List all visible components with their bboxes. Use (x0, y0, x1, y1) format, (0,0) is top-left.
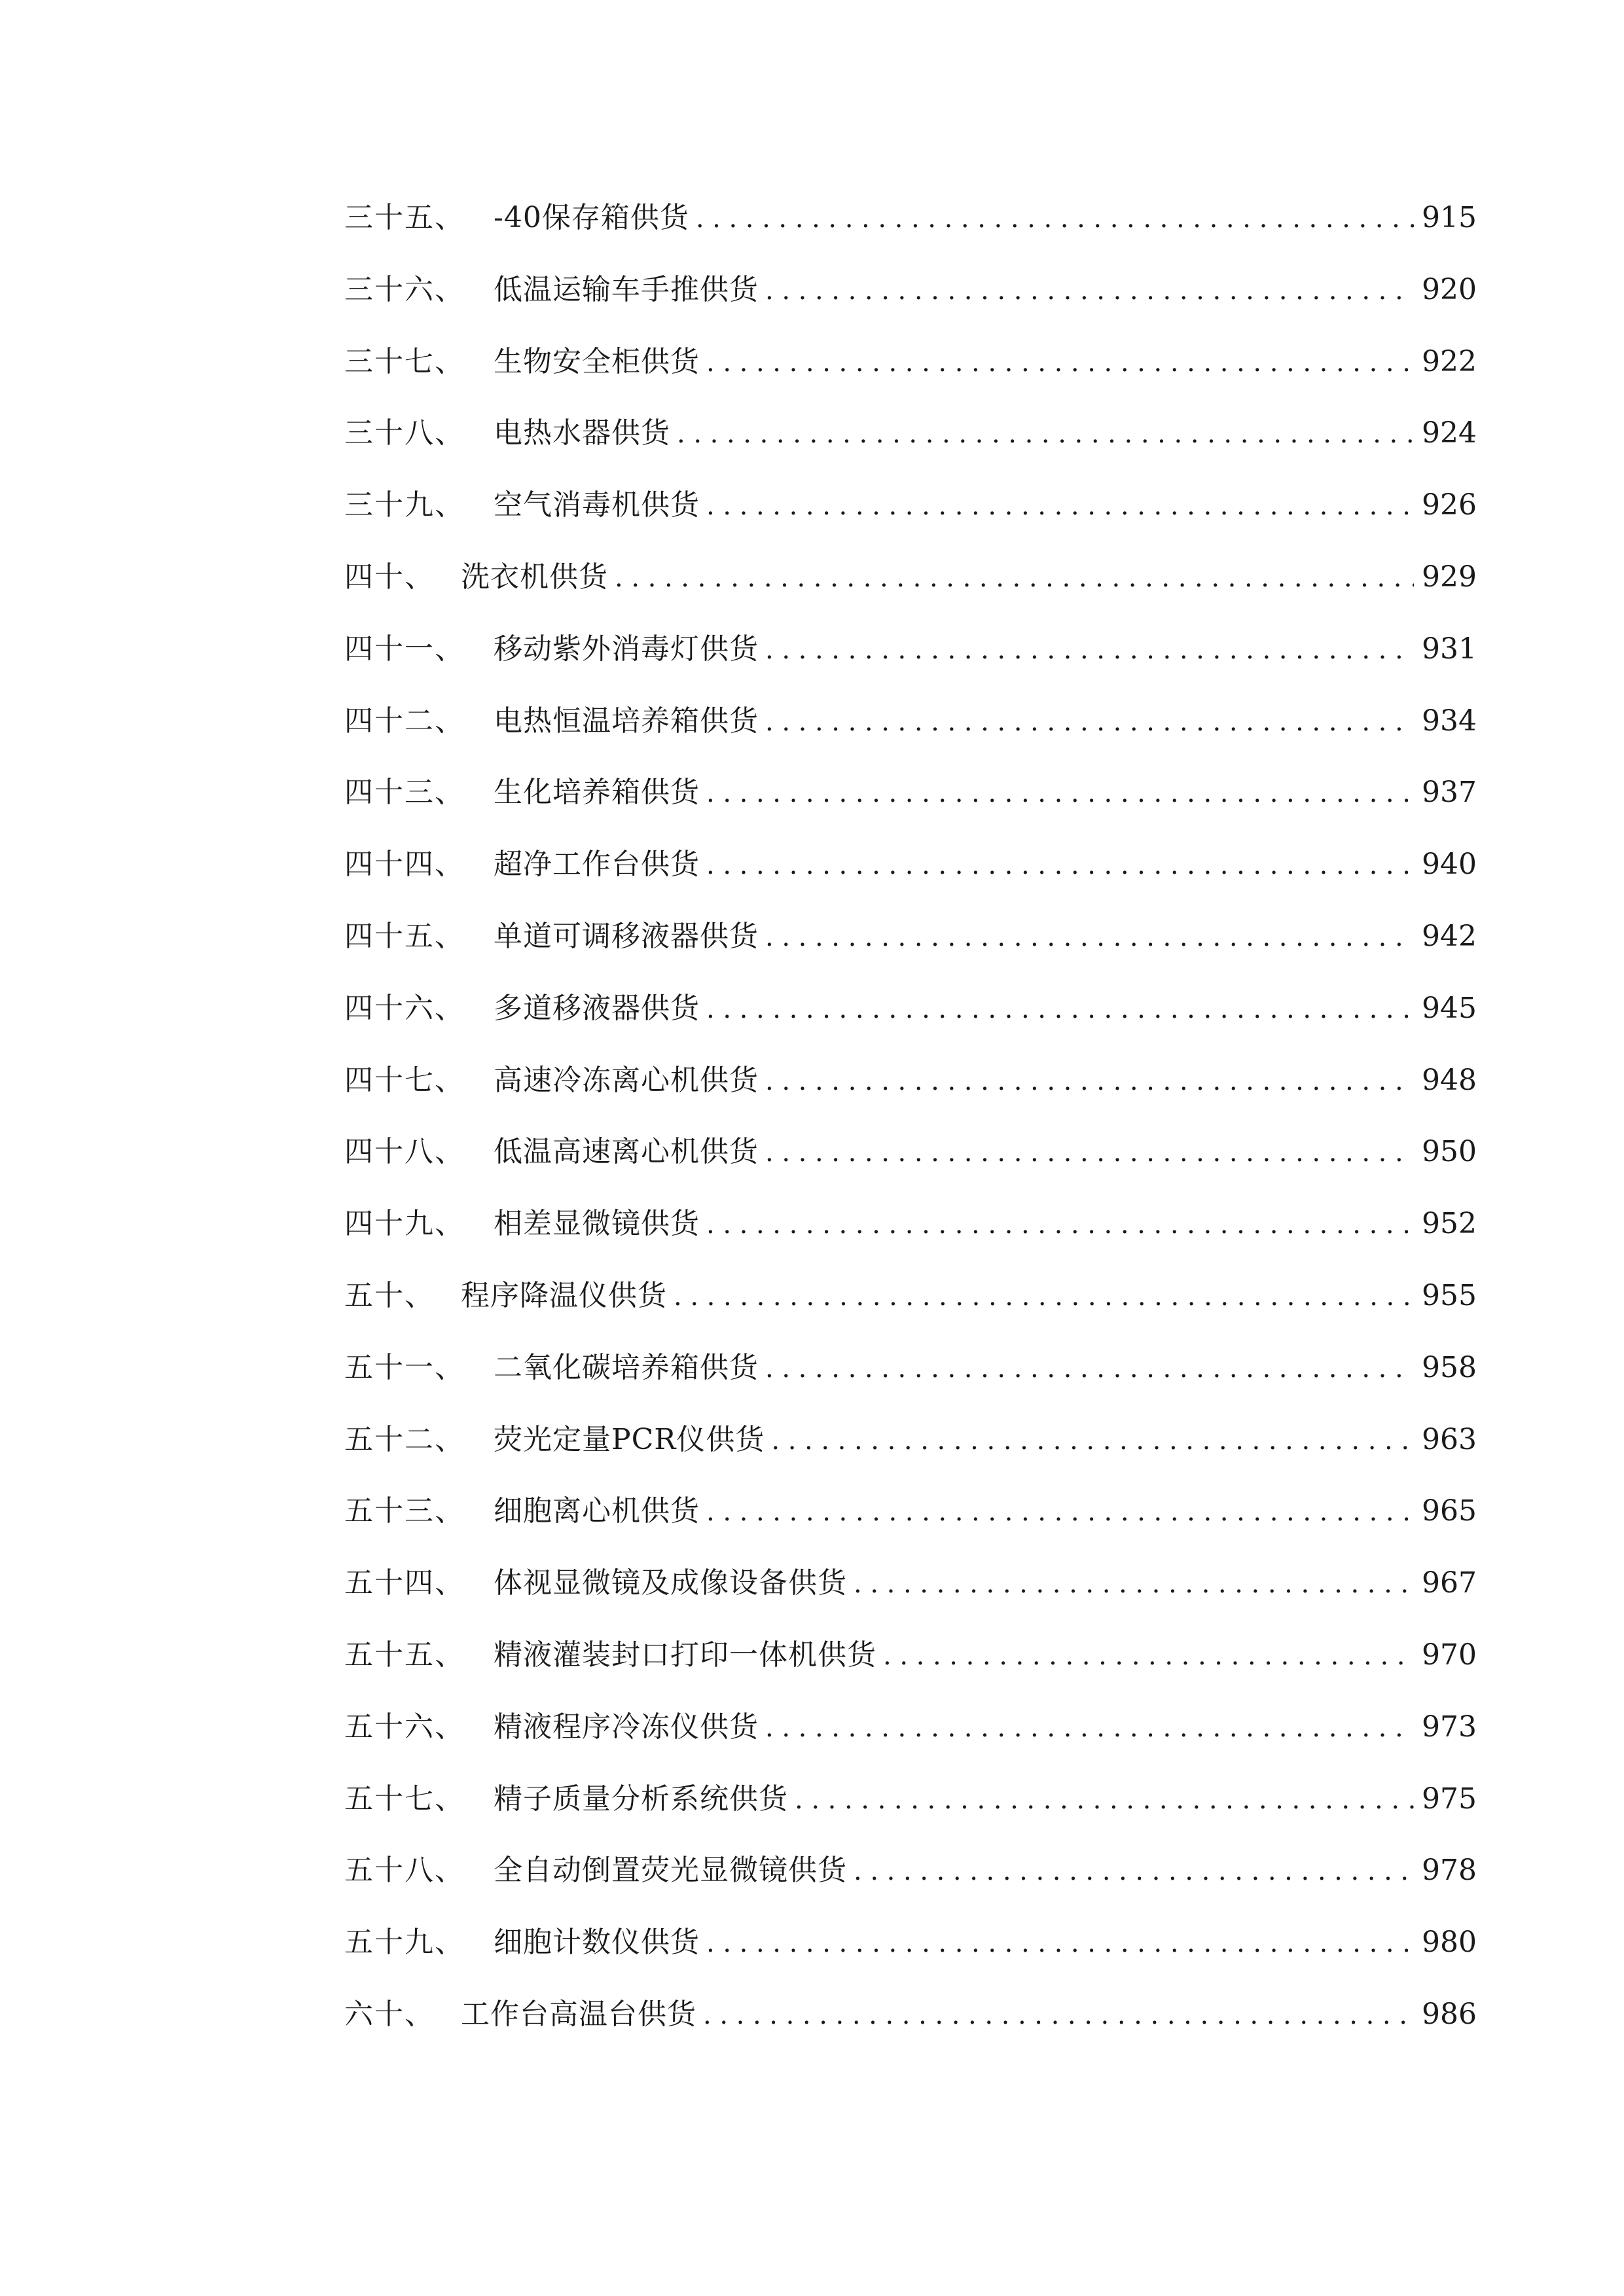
toc-entry-number: 四十九、 (344, 1207, 465, 1241)
toc-dot-leader (696, 198, 1414, 239)
toc-entry[interactable] (344, 1491, 1477, 1563)
toc-entry[interactable] (344, 1994, 1477, 2066)
toc-entry-page-number: 945 (1422, 991, 1477, 1025)
toc-entry[interactable] (344, 1563, 1477, 1635)
toc-entry-title: 低温运输车手推供货 (494, 272, 759, 306)
toc-entry-number: 五十六、 (344, 1710, 465, 1744)
toc-entry-number: 四十八、 (344, 1135, 465, 1169)
toc-dot-leader (706, 1204, 1414, 1245)
toc-entry-number: 五十、 (344, 1278, 435, 1312)
toc-entry-page-number: 958 (1422, 1350, 1477, 1384)
toc-entry-page-number: 915 (1422, 201, 1477, 234)
toc-entry[interactable] (344, 916, 1477, 988)
toc-entry-number: 四十、 (344, 560, 435, 594)
toc-entry-page-number: 963 (1422, 1422, 1477, 1456)
toc-entry[interactable] (344, 1276, 1477, 1348)
toc-entry-page-number: 931 (1422, 632, 1477, 666)
toc-entry-number: 三十八、 (344, 416, 465, 450)
toc-dot-leader (706, 486, 1414, 526)
toc-entry-page-number: 937 (1422, 776, 1477, 810)
toc-entry[interactable] (344, 988, 1477, 1060)
toc-dot-leader (706, 1492, 1414, 1532)
toc-entry[interactable] (344, 1635, 1477, 1707)
toc-dot-leader (854, 1564, 1414, 1604)
toc-entry[interactable] (344, 772, 1477, 844)
toc-entry[interactable] (344, 629, 1477, 701)
toc-entry-number: 五十九、 (344, 1926, 465, 1960)
toc-entry[interactable] (344, 1707, 1477, 1779)
toc-entry-page-number: 934 (1422, 704, 1477, 738)
toc-entry-title: 相差显微镜供货 (494, 1207, 700, 1241)
toc-entry-title: 单道可调移液器供货 (494, 919, 759, 953)
toc-entry-title: 超净工作台供货 (494, 848, 700, 882)
toc-entry-number: 三十九、 (344, 488, 465, 522)
toc-entry-title: 细胞计数仪供货 (494, 1926, 700, 1960)
toc-dot-leader (765, 917, 1414, 958)
toc-entry[interactable] (344, 844, 1477, 916)
toc-entry-number: 四十四、 (344, 848, 465, 882)
toc-entry-page-number: 955 (1422, 1278, 1477, 1312)
toc-dot-leader (703, 1995, 1414, 2036)
toc-dot-leader (795, 1780, 1414, 1820)
toc-dot-leader (854, 1851, 1414, 1892)
toc-entry-page-number: 975 (1422, 1782, 1477, 1816)
toc-dot-leader (883, 1636, 1414, 1676)
toc-entry-title: 体视显微镜及成像设备供货 (494, 1566, 847, 1600)
toc-entry-title: 低温高速离心机供货 (494, 1135, 759, 1169)
toc-entry[interactable] (344, 1850, 1477, 1922)
toc-dot-leader (765, 630, 1414, 670)
toc-dot-leader (706, 1923, 1414, 1964)
table-of-contents (344, 198, 1477, 2066)
toc-entry-number: 五十五、 (344, 1638, 465, 1672)
toc-entry[interactable] (344, 198, 1477, 270)
toc-entry-title: 生化培养箱供货 (494, 776, 700, 810)
toc-dot-leader (765, 270, 1414, 311)
toc-entry-title: 精子质量分析系统供货 (494, 1782, 788, 1816)
toc-entry-title: 精液程序冷冻仪供货 (494, 1710, 759, 1744)
toc-dot-leader (765, 1348, 1414, 1389)
toc-entry-title: 多道移液器供货 (494, 991, 700, 1025)
toc-entry-page-number: 922 (1422, 344, 1477, 378)
toc-entry-page-number: 940 (1422, 848, 1477, 882)
toc-entry-title: 电热恒温培养箱供货 (494, 704, 759, 738)
toc-entry-number: 五十三、 (344, 1494, 465, 1528)
toc-dot-leader (674, 1276, 1414, 1317)
toc-entry-number: 五十七、 (344, 1782, 465, 1816)
toc-entry[interactable] (344, 557, 1477, 629)
toc-entry-title: 移动紫外消毒灯供货 (494, 632, 759, 666)
toc-entry-title: 程序降温仪供货 (461, 1278, 667, 1312)
toc-entry-number: 四十一、 (344, 632, 465, 666)
toc-entry-title: -40保存箱供货 (494, 201, 689, 234)
toc-dot-leader (771, 1420, 1414, 1461)
toc-entry-title: 工作台高温台供货 (461, 1997, 696, 2031)
toc-entry-page-number: 942 (1422, 919, 1477, 953)
toc-entry-title: 全自动倒置荧光显微镜供货 (494, 1854, 847, 1888)
toc-entry-title: 洗衣机供货 (461, 560, 608, 594)
toc-entry-title: 空气消毒机供货 (494, 488, 700, 522)
toc-entry-number: 六十、 (344, 1997, 435, 2031)
toc-entry[interactable] (344, 413, 1477, 485)
toc-entry-page-number: 978 (1422, 1854, 1477, 1888)
toc-dot-leader (765, 1061, 1414, 1102)
toc-entry[interactable] (344, 1060, 1477, 1132)
toc-entry[interactable] (344, 1420, 1477, 1492)
toc-dot-leader (615, 558, 1414, 598)
toc-dot-leader (706, 773, 1414, 814)
toc-entry[interactable] (344, 342, 1477, 414)
toc-entry-number: 四十五、 (344, 919, 465, 953)
toc-entry-title: 细胞离心机供货 (494, 1494, 700, 1528)
toc-entry[interactable] (344, 1922, 1477, 1994)
toc-dot-leader (706, 845, 1414, 886)
toc-entry[interactable] (344, 1204, 1477, 1276)
toc-dot-leader (765, 1708, 1414, 1748)
toc-dot-leader (706, 989, 1414, 1030)
toc-entry[interactable] (344, 1779, 1477, 1851)
toc-entry-number: 五十四、 (344, 1566, 465, 1600)
toc-entry-title: 高速冷冻离心机供货 (494, 1063, 759, 1097)
toc-entry-number: 四十三、 (344, 776, 465, 810)
toc-entry-title: 二氧化碳培养箱供货 (494, 1350, 759, 1384)
toc-entry-number: 三十六、 (344, 272, 465, 306)
toc-dot-leader (706, 342, 1414, 383)
toc-entry-page-number: 929 (1422, 560, 1477, 594)
toc-entry-number: 四十七、 (344, 1063, 465, 1097)
toc-dot-leader (765, 1132, 1414, 1173)
toc-dot-leader (677, 414, 1414, 454)
toc-entry-number: 四十二、 (344, 704, 465, 738)
toc-entry-number: 四十六、 (344, 991, 465, 1025)
toc-entry-number: 三十七、 (344, 344, 465, 378)
toc-entry-title: 精液灌装封口打印一体机供货 (494, 1638, 876, 1672)
toc-entry-page-number: 952 (1422, 1207, 1477, 1241)
toc-entry-page-number: 965 (1422, 1494, 1477, 1528)
toc-entry-page-number: 973 (1422, 1710, 1477, 1744)
toc-entry-title: 生物安全柜供货 (494, 344, 700, 378)
toc-dot-leader (765, 702, 1414, 742)
toc-entry-page-number: 950 (1422, 1135, 1477, 1169)
toc-entry-page-number: 967 (1422, 1566, 1477, 1600)
toc-entry-number: 五十二、 (344, 1422, 465, 1456)
toc-entry-page-number: 980 (1422, 1926, 1477, 1960)
toc-entry-page-number: 924 (1422, 416, 1477, 450)
toc-entry-title: 电热水器供货 (494, 416, 670, 450)
toc-entry-number: 五十八、 (344, 1854, 465, 1888)
toc-entry-page-number: 920 (1422, 272, 1477, 306)
toc-entry-number: 五十一、 (344, 1350, 465, 1384)
toc-entry[interactable] (344, 1348, 1477, 1420)
toc-entry[interactable] (344, 701, 1477, 773)
toc-entry-page-number: 948 (1422, 1063, 1477, 1097)
toc-entry-title: 荧光定量PCR仪供货 (494, 1422, 765, 1456)
toc-entry-page-number: 970 (1422, 1638, 1477, 1672)
toc-entry-page-number: 986 (1422, 1997, 1477, 2031)
toc-entry[interactable] (344, 485, 1477, 557)
toc-entry[interactable] (344, 270, 1477, 342)
toc-entry[interactable] (344, 1132, 1477, 1204)
toc-entry-number: 三十五、 (344, 201, 465, 234)
toc-entry-page-number: 926 (1422, 488, 1477, 522)
